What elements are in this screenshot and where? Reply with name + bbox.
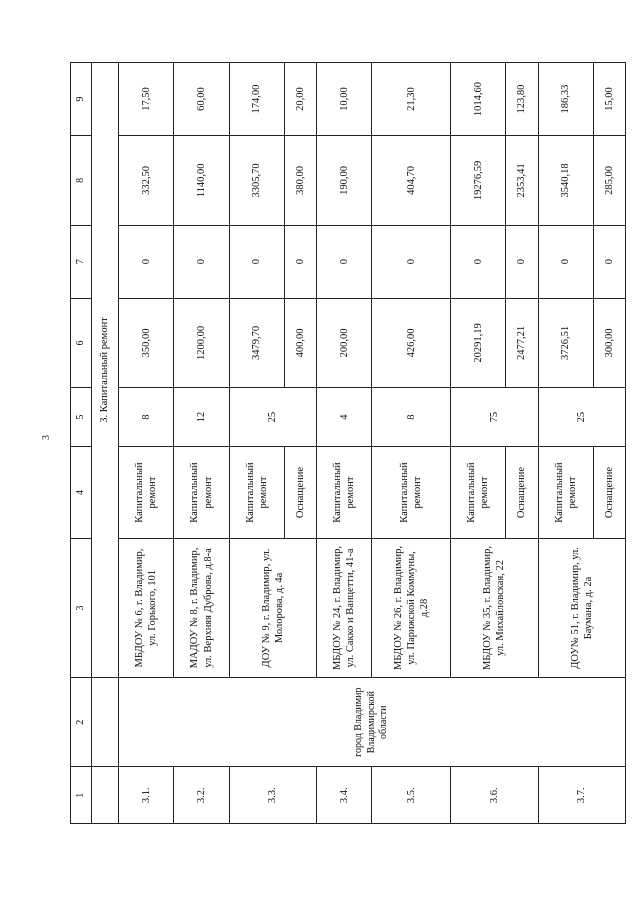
- work-type: Капитальный ремонт: [317, 447, 372, 539]
- col5-value: 25: [538, 388, 626, 447]
- institution-name: МБДОУ № 6, г. Владимир, ул. Горького, 101: [119, 538, 174, 677]
- institution-name: МБДОУ № 35, г. Владимир, ул. Михайловская, 22: [451, 538, 538, 677]
- work-type: Капитальный ремонт: [372, 447, 451, 539]
- value-c9: 1014,60: [451, 63, 506, 136]
- value-c7: 0: [229, 225, 284, 298]
- institution-name: МБДОУ № 26, г. Владимир, ул. Парижской Коммуны, д.28: [372, 538, 451, 677]
- col5-value: 8: [372, 388, 451, 447]
- row-number: 3.6.: [451, 767, 538, 824]
- value-c6: 350,00: [119, 298, 174, 388]
- institution-name: ДОУ № 9, г. Владимир, ул. Молорова, д. 4а: [229, 538, 316, 677]
- header-cell: 2: [71, 677, 92, 767]
- value-c7: 0: [317, 225, 372, 298]
- header-cell: 5: [71, 388, 92, 447]
- value-c7: 0: [285, 225, 317, 298]
- col5-value: 12: [174, 388, 229, 447]
- work-type: Капитальный ремонт: [174, 447, 229, 539]
- header-cell: 1: [71, 767, 92, 824]
- col5-value: 8: [119, 388, 174, 447]
- value-c9: 20,00: [285, 63, 317, 136]
- value-c9: 21,30: [372, 63, 451, 136]
- row-number: 3.4.: [317, 767, 372, 824]
- value-c9: 123,80: [506, 63, 538, 136]
- value-c9: 17,50: [119, 63, 174, 136]
- value-c8: 285,00: [593, 136, 625, 226]
- header-cell: 3: [71, 538, 92, 677]
- value-c7: 0: [506, 225, 538, 298]
- institution-name: ДОУ№ 51, г. Владимир, ул. Баумана, д. 2а: [538, 538, 626, 677]
- row-number: 3.1.: [119, 767, 174, 824]
- region-cell: город Владимир Владимирской области: [119, 677, 626, 767]
- value-c6: 400,00: [285, 298, 317, 388]
- value-c6: 300,00: [593, 298, 625, 388]
- value-c6: 426,00: [372, 298, 451, 388]
- page-number: 3: [41, 435, 52, 440]
- value-c9: 174,00: [229, 63, 284, 136]
- value-c6: 2477,21: [506, 298, 538, 388]
- value-c9: 10,00: [317, 63, 372, 136]
- work-type: Оснащение: [593, 447, 625, 539]
- value-c7: 0: [451, 225, 506, 298]
- col5-value: 75: [451, 388, 538, 447]
- value-c6: 3726,51: [538, 298, 593, 388]
- value-c8: 3305,70: [229, 136, 284, 226]
- row-number: 3.7.: [538, 767, 626, 824]
- col5-value: 4: [317, 388, 372, 447]
- row-number: 3.3.: [229, 767, 316, 824]
- value-c6: 200,00: [317, 298, 372, 388]
- header-cell: 8: [71, 136, 92, 226]
- value-c6: 3479,70: [229, 298, 284, 388]
- capital-repair-table: [70, 62, 626, 824]
- value-c8: 190,00: [317, 136, 372, 226]
- value-c8: 1140,00: [174, 136, 229, 226]
- header-cell: 7: [71, 225, 92, 298]
- header-cell: 9: [71, 63, 92, 136]
- row-number: 3.5.: [372, 767, 451, 824]
- value-c8: 3540,18: [538, 136, 593, 226]
- value-c8: 332,50: [119, 136, 174, 226]
- work-type: Капитальный ремонт: [119, 447, 174, 539]
- value-c7: 0: [372, 225, 451, 298]
- value-c7: 0: [174, 225, 229, 298]
- col5-value: 25: [229, 388, 316, 447]
- value-c7: 0: [119, 225, 174, 298]
- value-c9: 15,00: [593, 63, 625, 136]
- header-row: [71, 63, 92, 824]
- section-empty-cell: [92, 767, 119, 824]
- section-row: [92, 63, 119, 824]
- header-cell: 4: [71, 447, 92, 539]
- document-sheet: [70, 62, 626, 824]
- value-c8: 404,70: [372, 136, 451, 226]
- value-c7: 0: [538, 225, 593, 298]
- header-cell: 6: [71, 298, 92, 388]
- table-row: [119, 63, 174, 824]
- work-type: Капитальный ремонт: [229, 447, 284, 539]
- row-number: 3.2.: [174, 767, 229, 824]
- value-c9: 60,00: [174, 63, 229, 136]
- work-type: Капитальный ремонт: [538, 447, 593, 539]
- value-c6: 20291,19: [451, 298, 506, 388]
- section-empty-cell: [92, 677, 119, 767]
- institution-name: МБДОУ № 24, г. Владимир, ул. Сакко и Ванцетти, 41-а: [317, 538, 372, 677]
- value-c7: 0: [593, 225, 625, 298]
- value-c8: 19276,59: [451, 136, 506, 226]
- section-title: 3. Капитальный ремонт: [92, 63, 119, 678]
- rotated-table-wrapper: [70, 62, 626, 824]
- value-c6: 1200,00: [174, 298, 229, 388]
- institution-name: МАДОУ № 8, г. Владимир, ул. Верхняя Дуброва, д.8-а: [174, 538, 229, 677]
- value-c8: 2353,41: [506, 136, 538, 226]
- work-type: Оснащение: [285, 447, 317, 539]
- work-type: Оснащение: [506, 447, 538, 539]
- value-c8: 380,00: [285, 136, 317, 226]
- value-c9: 186,33: [538, 63, 593, 136]
- work-type: Капитальный ремонт: [451, 447, 506, 539]
